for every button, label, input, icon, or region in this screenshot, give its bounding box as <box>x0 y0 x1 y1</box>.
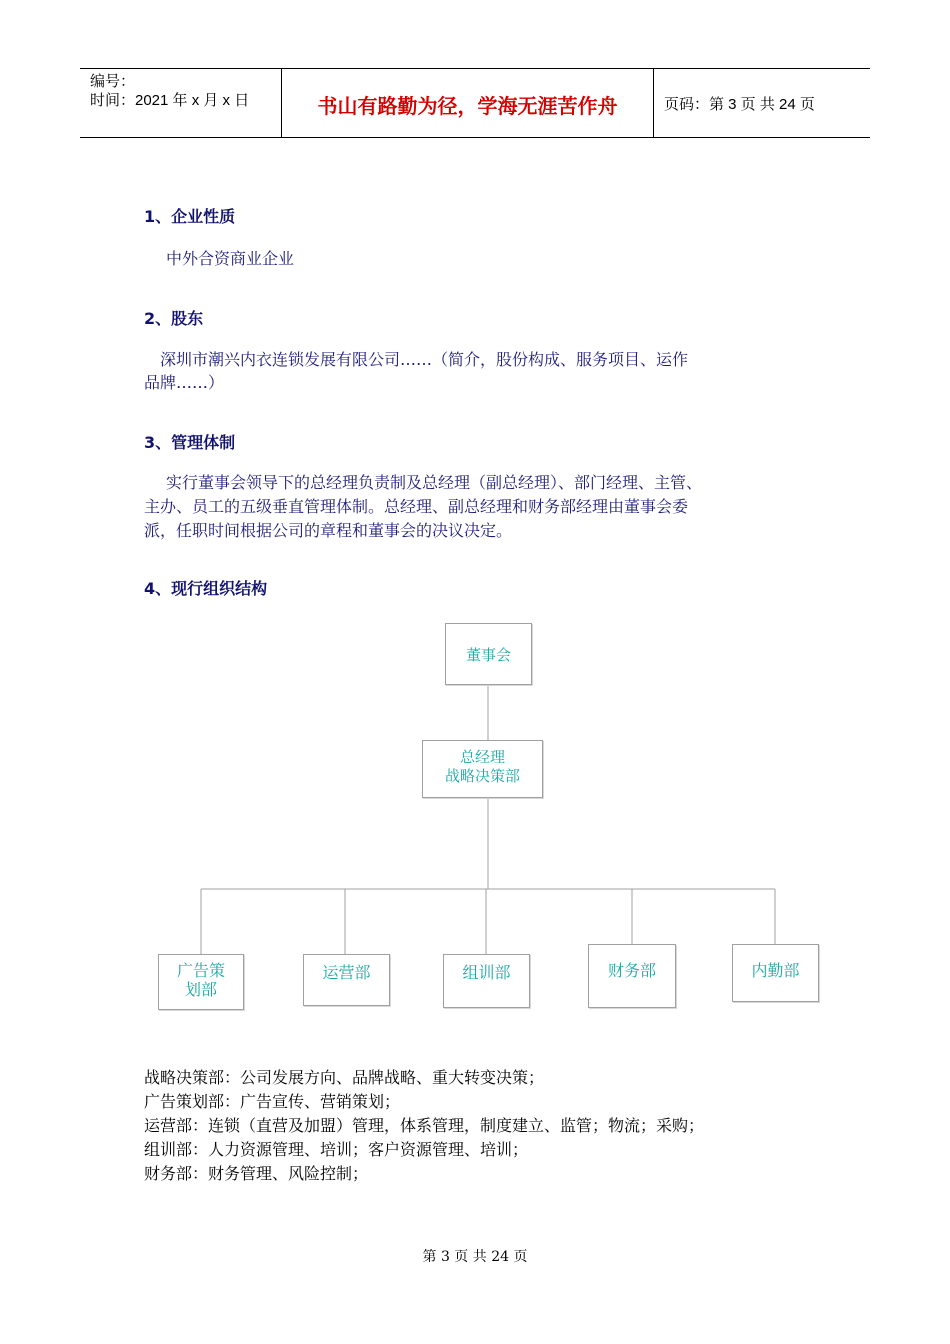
section-2-body-line2: 品牌……） <box>144 373 225 392</box>
org-advertising-label-line2: 划部 <box>184 980 217 999</box>
section-2-title: 2、股东 <box>144 309 204 328</box>
org-box-advertising <box>158 954 244 1010</box>
document-date: 时间：2021 年 x 月 x 日 <box>90 92 250 109</box>
section-1-body: 中外合资商业企业 <box>166 249 295 268</box>
org-training-label: 组训部 <box>462 963 511 982</box>
header-meta <box>80 69 282 137</box>
org-operations-label: 运营部 <box>322 963 371 982</box>
org-strategy-label: 战略决策部 <box>444 767 520 785</box>
department-duties-list <box>144 1066 844 1186</box>
duty-operations: 运营部：连锁（直营及加盟）管理，体系管理，制度建立、监管；物流；采购； <box>144 1116 705 1135</box>
org-advertising-label-line1: 广告策 <box>176 961 225 980</box>
section-3-body-line1: 实行董事会领导下的总经理负责制及总经理（副总经理）、部门经理、主管、 <box>166 473 703 492</box>
org-box-board <box>445 623 532 685</box>
duty-training: 组训部：人力资源管理、培训；客户资源管理、培训； <box>144 1140 529 1159</box>
page-header <box>80 68 870 138</box>
page-footer: 第 3 页 共 24 页 <box>422 1249 528 1265</box>
duty-finance: 财务部：财务管理、风险控制； <box>144 1164 369 1183</box>
document-number-label: 编号： <box>90 73 136 90</box>
section-4-title: 4、现行组织结构 <box>144 579 268 598</box>
section-1-title: 1、企业性质 <box>144 207 236 226</box>
org-box-finance <box>588 944 676 1008</box>
org-finance-label: 财务部 <box>607 961 656 980</box>
org-admin-label: 内勤部 <box>751 961 800 980</box>
org-box-admin <box>732 944 819 1002</box>
org-box-training <box>443 954 530 1008</box>
section-3-title: 3、管理体制 <box>144 433 236 452</box>
section-3-body-line2: 主办、员工的五级垂直管理体制。总经理、副总经理和财务部经理由董事会委 <box>144 497 689 516</box>
org-box-operations <box>303 954 390 1006</box>
header-page-number: 页码：第 3 页 共 24 页 <box>664 95 815 113</box>
org-gm-label: 总经理 <box>459 748 505 766</box>
section-2-body-line1: 深圳市潮兴内衣连锁发展有限公司……（简介，股份构成、服务项目、运作 <box>160 350 689 369</box>
section-3-body-line3: 派，任职时间根据公司的章程和董事会的决议决定。 <box>144 521 513 540</box>
header-motto: 书山有路勤为径，学海无涯苦作舟 <box>282 69 654 137</box>
org-board-label: 董事会 <box>465 646 511 664</box>
duty-advertising: 广告策划部：广告宣传、营销策划； <box>144 1092 401 1111</box>
org-box-general-manager <box>422 740 543 798</box>
duty-strategy: 战略决策部：公司发展方向、品牌战略、重大转变决策； <box>144 1068 545 1087</box>
